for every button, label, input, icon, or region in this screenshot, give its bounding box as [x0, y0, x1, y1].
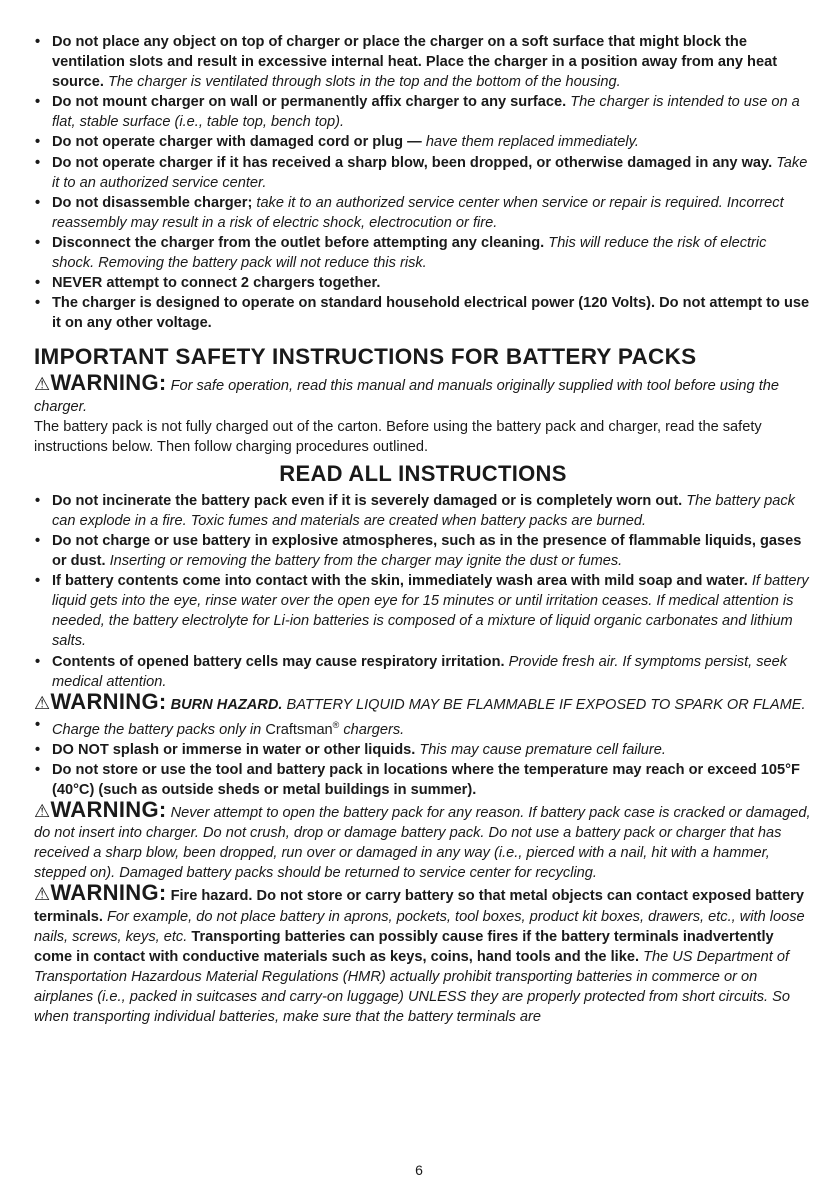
list-item: • Do not disassemble charger; take it to an authorized service center when service or repair is required. Incorrect reassembly may result in a risk of electric shock, electrocution or fire. — [34, 193, 812, 233]
section-title: IMPORTANT SAFETY INSTRUCTIONS FOR BATTERY PACKS — [34, 344, 697, 370]
warning-heading: ⚠WARNING: — [34, 880, 167, 906]
list-item: • The charger is designed to operate on standard household electrical power (120 Volts). Do not attempt to use it on any other voltage. — [34, 293, 812, 333]
list-item: • Do not mount charger on wall or permanently affix charger to any surface. The charger is intended to use on a flat, stable surface (i.e., table top, bench top). — [34, 92, 812, 132]
warning-heading: ⚠WARNING: — [34, 797, 167, 823]
list-item: • Do not operate charger if it has received a sharp blow, been dropped, or otherwise damaged in any way. Take it to an authorized service center. — [34, 153, 812, 193]
warning-4: ⚠WARNING: Fire hazard. Do not store or carry battery so that metal objects can contact exposed battery terminals. For example, do not place battery in aprons, pockets, tool boxes, product kit boxes, drawers, etc., with loose nails, screws, keys, etc. Transporting batteries can possibly cause fires if the battery terminals inadvertently come in contact with conductive materials such as keys, coins, hand tools and the like. The US Department of Transportation Hazardous Material Regulations (HMR) actually prohibit transporting batteries in commerce or on airplanes (i.e., packed in suitcases and carry-on luggage) UNLESS they are properly protected from short circuits. So when transporting individual batteries, make sure that the battery terminals are — [34, 880, 805, 1025]
brand-name: Craftsman — [265, 721, 333, 738]
list-item: • If battery contents come into contact with the skin, immediately wash area with mild soap and water. If battery liquid gets into the eye, rinse water over the open eye for 15 minutes or until irritation ceases. If medical attention is needed, the battery electrolyte for Li-ion batteries is composed of a mixture of liquid organic carbonates and lithium salts. — [34, 571, 812, 651]
warning-triangle-icon: ⚠ — [34, 884, 51, 905]
burn-hazard-list — [34, 715, 812, 800]
list-item: • Disconnect the charger from the outlet before attempting any cleaning. This will reduce the risk of electric shock. Removing the battery pack will not reduce this risk. — [34, 233, 812, 273]
list-item: • Do not store or use the tool and battery pack in locations where the temperature may reach or exceed 105°F (40°C) (such as outside sheds or metal buildings in summer). — [34, 760, 812, 800]
list-item: • NEVER attempt to connect 2 chargers together. — [34, 273, 812, 293]
intro-paragraph: The battery pack is not fully charged out of the carton. Before using the battery pack and charger, read the safety instructions below. Then follow charging procedures outlined. — [34, 418, 762, 455]
warning-3: ⚠WARNING: Never attempt to open the battery pack for any reason. If battery pack case is cracked or damaged, do not insert into charger. Do not crush, drop or damage battery pack. Do not use a battery pack or charger that has received a sharp blow, been dropped, run over or damaged in any way (i.e., pierced with a nail, hit with a hammer, stepped on). Damaged battery packs should be returned to service center for recycling. — [34, 797, 811, 882]
list-item: • Charge the battery packs only in Craftsman® chargers. — [34, 715, 812, 740]
warning-triangle-icon: ⚠ — [34, 692, 51, 713]
warning-2: ⚠WARNING: BURN HAZARD. BATTERY LIQUID MAY BE FLAMMABLE IF EXPOSED TO SPARK OR FLAME. — [34, 688, 806, 714]
warning-heading: ⚠WARNING: — [34, 370, 167, 396]
list-item: • Do not place any object on top of charger or place the charger on a soft surface that might block the ventilation slots and result in excessive internal heat. Place the charger in a position away from any heat source. The charger is ventilated through slots in the top and the bottom of the housing. — [34, 32, 812, 92]
warning-1: ⚠WARNING: For safe operation, read this manual and manuals originally supplied with tool before using the charger. — [34, 370, 779, 415]
list-item: • Contents of opened battery cells may cause respiratory irritation. Provide fresh air. If symptoms persist, seek medical attention. — [34, 652, 812, 692]
charger-safety-list — [34, 32, 812, 333]
battery-safety-list — [34, 491, 812, 692]
read-all-heading: READ ALL INSTRUCTIONS — [279, 460, 567, 486]
list-item: • Do not operate charger with damaged cord or plug — have them replaced immediately. — [34, 132, 812, 152]
page-number: 6 — [415, 1162, 423, 1178]
list-item: • DO NOT splash or immerse in water or other liquids. This may cause premature cell failure. — [34, 740, 812, 760]
warning-triangle-icon: ⚠ — [34, 801, 51, 822]
list-item: • Do not incinerate the battery pack even if it is severely damaged or is completely worn out. The battery pack can explode in a fire. Toxic fumes and materials are created when battery packs are burned. — [34, 491, 812, 531]
warning-heading: ⚠WARNING: — [34, 688, 167, 714]
warning-triangle-icon: ⚠ — [34, 374, 51, 395]
list-item: • Do not charge or use battery in explosive atmospheres, such as in the presence of flammable liquids, gases or dust. Inserting or removing the battery from the charger may ignite the dust or fumes. — [34, 531, 812, 571]
